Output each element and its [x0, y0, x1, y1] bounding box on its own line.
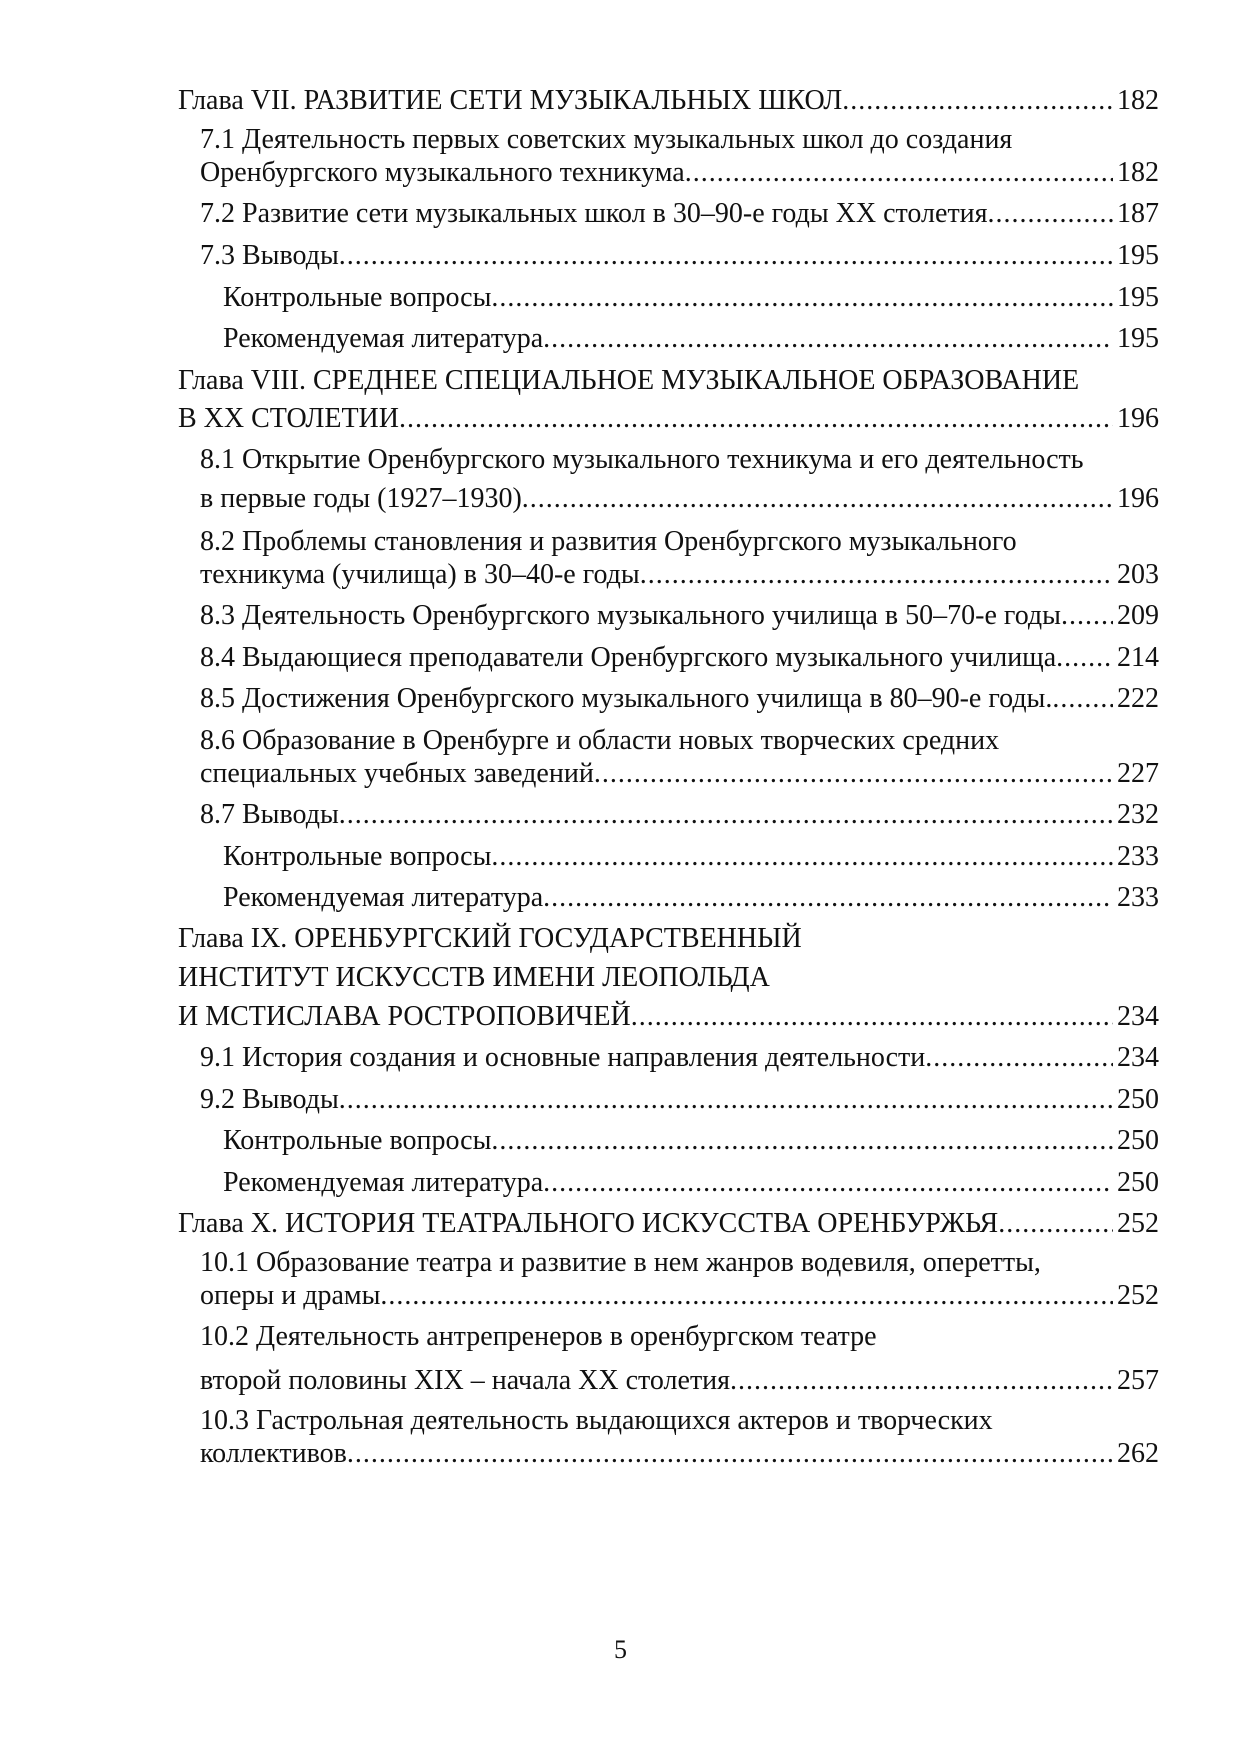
- toc-entry-page: 182: [1117, 85, 1159, 116]
- toc-entry-title: Контрольные вопросы: [223, 841, 492, 872]
- toc-entry-title-line: Глава VIII. СРЕДНЕЕ СПЕЦИАЛЬНОЕ МУЗЫКАЛЬНОЕ ОБРАЗОВАНИЕ: [178, 365, 1080, 396]
- toc-entry-title: оперы и драмы: [200, 1280, 381, 1311]
- toc-entry-page: 257: [1117, 1365, 1159, 1396]
- toc-entry-page: 250: [1117, 1125, 1159, 1156]
- toc-entry-title: Глава X. ИСТОРИЯ ТЕАТРАЛЬНОГО ИСКУССТВА ОРЕНБУРЖЬЯ: [178, 1208, 999, 1239]
- leader-dots: [998, 1207, 1113, 1241]
- toc-entry-title: 8.3 Деятельность Оренбургского музыкального училища в 50–70-е годы: [200, 600, 1061, 631]
- leader-dots: [491, 1124, 1113, 1158]
- leader-dots: [730, 1364, 1113, 1398]
- toc-entry-title: 8.5 Достижения Оренбургского музыкального училища в 80–90-е годы.: [200, 683, 1053, 714]
- leader-dots: [380, 1279, 1113, 1313]
- toc-entry-10-3[interactable]: [200, 1404, 1159, 1471]
- toc-entry-title: в первые годы (1927–1930): [200, 483, 522, 514]
- leader-dots: [339, 798, 1113, 832]
- leader-dots: [685, 156, 1113, 190]
- leader-dots: [1061, 599, 1113, 633]
- leader-dots: [491, 281, 1113, 315]
- toc-entry-page: 195: [1117, 282, 1159, 313]
- toc-entry-page: 233: [1117, 882, 1159, 913]
- leader-dots: [543, 881, 1113, 915]
- toc-entry-title: коллективов: [200, 1438, 347, 1469]
- toc-entry-title: Глава VII. РАЗВИТИЕ СЕТИ МУЗЫКАЛЬНЫХ ШКОЛ: [178, 85, 843, 116]
- toc-entry-page: 227: [1117, 758, 1159, 789]
- toc-entry-title: Рекомендуемая литература: [223, 1167, 544, 1198]
- toc-entry-control-questions[interactable]: [223, 1124, 1159, 1158]
- toc-entry-title-line: 10.3 Гастрольная деятельность выдающихся актеров и творческих: [200, 1405, 993, 1436]
- toc-entry-page: 252: [1117, 1280, 1159, 1311]
- toc-entry-title-line: 10.1 Образование театра и развитие в нем жанров водевиля, оперетты,: [200, 1247, 1041, 1278]
- toc-entry-control-questions[interactable]: [223, 840, 1159, 874]
- toc-entry-9-2[interactable]: [200, 1083, 1159, 1117]
- leader-dots: [543, 1166, 1113, 1200]
- toc-entry-title-line: 8.6 Образование в Оренбурге и области новых творческих средних: [200, 725, 1000, 756]
- toc-entry-title: Контрольные вопросы: [223, 1125, 492, 1156]
- toc-entry-chapter-7[interactable]: [178, 84, 1159, 118]
- toc-entry-chapter-10[interactable]: [178, 1207, 1159, 1241]
- toc-entry-title-line: 8.1 Открытие Оренбургского музыкального техникума и его деятельность: [200, 444, 1084, 475]
- toc-entry-title: 9.2 Выводы: [200, 1084, 339, 1115]
- leader-dots: [925, 1041, 1113, 1075]
- toc-entry-title: Оренбургского музыкального техникума: [200, 157, 685, 188]
- toc-entry-page: 233: [1117, 841, 1159, 872]
- toc-entry-title: техникума (училища) в 30–40-е годы: [200, 559, 640, 590]
- toc-entry-page: 209: [1117, 600, 1159, 631]
- toc-entry-title: В XX СТОЛЕТИИ: [178, 403, 399, 434]
- leader-dots: [842, 84, 1113, 118]
- toc-entry-10-2[interactable]: [200, 1320, 1159, 1398]
- toc-entry-8-4[interactable]: [200, 641, 1159, 675]
- toc-entry-8-6[interactable]: [200, 724, 1159, 791]
- toc-entry-8-5[interactable]: [200, 682, 1159, 716]
- toc-entry-page: 252: [1117, 1208, 1159, 1239]
- toc-entry-page: 195: [1117, 323, 1159, 354]
- page-number: 5: [614, 1635, 627, 1664]
- toc-entry-title: 9.1 История создания и основные направления деятельности: [200, 1042, 926, 1073]
- leader-dots: [594, 757, 1113, 791]
- toc-entry-9-1[interactable]: [200, 1041, 1159, 1075]
- toc-entry-recommended-literature[interactable]: [223, 322, 1159, 356]
- leader-dots: [543, 322, 1113, 356]
- leader-dots: [640, 558, 1113, 592]
- toc-entry-8-3[interactable]: [200, 599, 1159, 633]
- leader-dots: [522, 482, 1113, 516]
- toc-entry-title: 7.3 Выводы: [200, 240, 339, 271]
- toc-entry-title-line: 8.2 Проблемы становления и развития Оренбургского музыкального: [200, 526, 1017, 557]
- toc-entry-control-questions[interactable]: [223, 281, 1159, 315]
- toc-entry-recommended-literature[interactable]: [223, 1166, 1159, 1200]
- toc-entry-page: 262: [1117, 1438, 1159, 1469]
- toc-entry-7-1[interactable]: [200, 123, 1159, 190]
- toc-entry-page: 196: [1117, 483, 1159, 514]
- leader-dots: [399, 402, 1113, 436]
- leader-dots: [1056, 641, 1113, 675]
- leader-dots: [339, 239, 1113, 273]
- toc-entry-page: 195: [1117, 240, 1159, 271]
- toc-entry-page: 222: [1117, 683, 1159, 714]
- toc-entry-page: 234: [1117, 1042, 1159, 1073]
- toc-entry-title-line: 7.1 Деятельность первых советских музыкальных школ до создания: [200, 124, 1013, 155]
- toc-entry-page: 214: [1117, 642, 1159, 673]
- leader-dots: [631, 1000, 1113, 1034]
- toc-entry-page: 250: [1117, 1084, 1159, 1115]
- toc-entry-page: 182: [1117, 157, 1159, 188]
- toc-entry-8-7[interactable]: [200, 798, 1159, 832]
- toc-entry-title-line: 10.2 Деятельность антрепренеров в оренбургском театре: [200, 1321, 877, 1352]
- leader-dots: [988, 197, 1113, 231]
- toc-entry-8-2[interactable]: [200, 525, 1159, 592]
- toc-entry-page: 203: [1117, 559, 1159, 590]
- toc-entry-10-1[interactable]: [200, 1246, 1159, 1313]
- toc-entry-chapter-9[interactable]: [178, 922, 1159, 1034]
- toc-entry-title: Рекомендуемая литература: [223, 323, 544, 354]
- leader-dots: [339, 1083, 1113, 1117]
- toc-entry-title: Контрольные вопросы: [223, 282, 492, 313]
- toc-entry-page: 196: [1117, 403, 1159, 434]
- toc-entry-page: 234: [1117, 1001, 1159, 1032]
- toc-entry-page: 250: [1117, 1167, 1159, 1198]
- toc-entry-title: второй половины XIX – начала XX столетия: [200, 1365, 731, 1396]
- toc-entry-7-3[interactable]: [200, 239, 1159, 273]
- toc-entry-page: 232: [1117, 799, 1159, 830]
- toc-entry-title: 7.2 Развитие сети музыкальных школ в 30–90-е годы XX столетия: [200, 198, 988, 229]
- leader-dots: [1052, 682, 1113, 716]
- toc-entry-title-line: Глава IX. ОРЕНБУРГСКИЙ ГОСУДАРСТВЕННЫЙ: [178, 923, 802, 954]
- toc-entry-7-2[interactable]: [200, 197, 1159, 231]
- leader-dots: [347, 1437, 1113, 1471]
- toc-entry-title: 8.4 Выдающиеся преподаватели Оренбургского музыкального училища: [200, 642, 1057, 673]
- toc-entry-title: И МСТИСЛАВА РОСТРОПОВИЧЕЙ: [178, 1001, 631, 1032]
- leader-dots: [491, 840, 1113, 874]
- toc-entry-recommended-literature[interactable]: [223, 881, 1159, 915]
- toc-entry-title: Рекомендуемая литература: [223, 882, 544, 913]
- toc-entry-chapter-8[interactable]: [178, 364, 1159, 436]
- toc-entry-title-line: ИНСТИТУТ ИСКУССТВ ИМЕНИ ЛЕОПОЛЬДА: [178, 962, 770, 993]
- toc-entry-title: специальных учебных заведений: [200, 758, 594, 789]
- toc-entry-page: 187: [1117, 198, 1159, 229]
- toc-entry-title: 8.7 Выводы: [200, 799, 339, 830]
- toc-entry-8-1[interactable]: [200, 443, 1159, 516]
